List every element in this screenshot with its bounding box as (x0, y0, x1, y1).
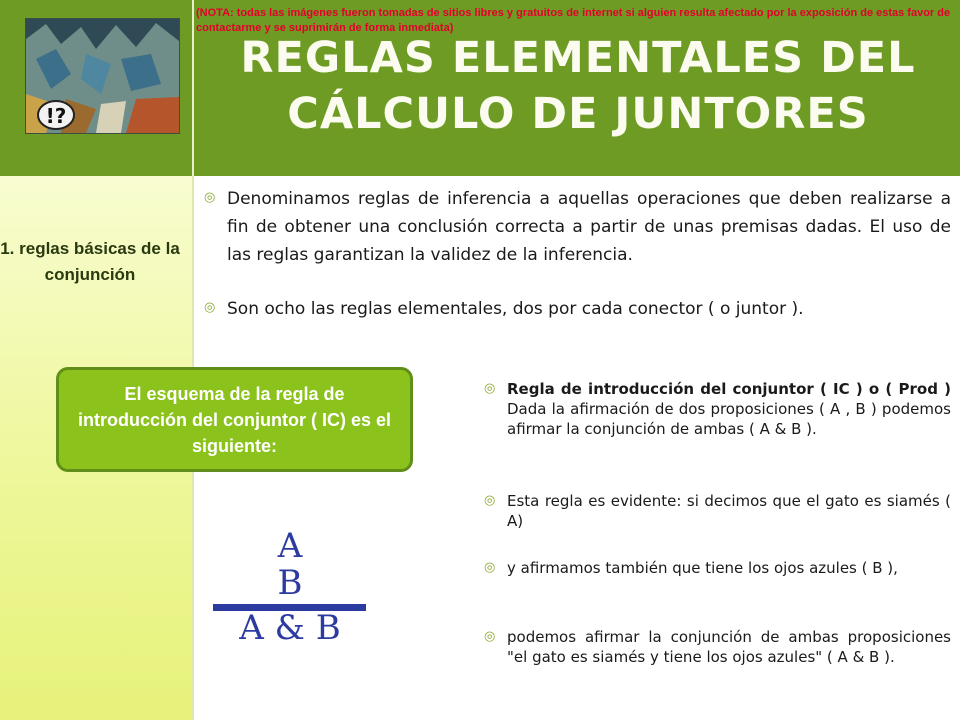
rule-item-blue-eyes: y afirmamos también que tiene los ojos azules ( B ), (507, 559, 898, 577)
rule-item-text: Dada la afirmación de dos proposiciones ( A , B ) podemos afirmar la conjunción de ambas ( A & B ). (507, 400, 951, 438)
rule-item-evident: Esta regla es evidente: si decimos que el gato es siamés ( A) (507, 492, 951, 530)
title-line-2: CÁLCULO DE JUNTORES (287, 89, 869, 139)
disclaimer-note: (NOTA: todas las imágenes fueron tomadas de sitios libres y gratuitos de internet si alguien resulta afectado por la exposición de estas favor de contactarme y se suprimirán de forma inmediata) (196, 7, 951, 34)
circle-bullet-icon: ◎ (204, 300, 216, 315)
title-line-1: REGLAS ELEMENTALES DEL (240, 33, 916, 83)
circle-bullet-icon: ◎ (484, 381, 496, 396)
circle-bullet-icon: ◎ (484, 560, 496, 575)
paragraph-eight-rules: Son ocho las reglas elementales, dos por cada conector ( o juntor ). (227, 299, 804, 319)
section-label: 1. reglas básicas de la conjunción (0, 239, 180, 284)
header-separator (192, 0, 194, 176)
comic-logo-icon (26, 19, 179, 133)
svg-text:!?: !? (45, 104, 67, 128)
conjunction-rule-diagram (205, 525, 375, 655)
diagram-premise-b: B (277, 563, 303, 603)
paragraph-inference-rules: Denominamos reglas de inferencia a aquellas operaciones que deben realizarse a fin de obtener una conclusión correcta a partir de unas premisas dadas. El uso de las reglas garantizan la validez de la inferencia. (227, 189, 951, 265)
rule-item-conclusion: podemos afirmar la conjunción de ambas proposiciones "el gato es siamés y tiene los ojos azules" ( A & B ). (507, 628, 951, 666)
diagram-premise-a: A (277, 526, 303, 566)
circle-bullet-icon: ◎ (484, 493, 496, 508)
comic-logo-image (25, 18, 180, 134)
rule-item-introduction (507, 379, 951, 439)
circle-bullet-icon: ◎ (484, 629, 496, 644)
circle-bullet-icon: ◎ (204, 190, 216, 205)
rule-item-title: Regla de introducción del conjuntor ( IC ) o ( Prod ) (507, 380, 951, 398)
scheme-callout-box: El esquema de la regla de introducción del conjuntor ( IC) es el siguiente: (56, 367, 413, 472)
diagram-conclusion: A & B (239, 608, 341, 648)
page-title (196, 30, 960, 142)
